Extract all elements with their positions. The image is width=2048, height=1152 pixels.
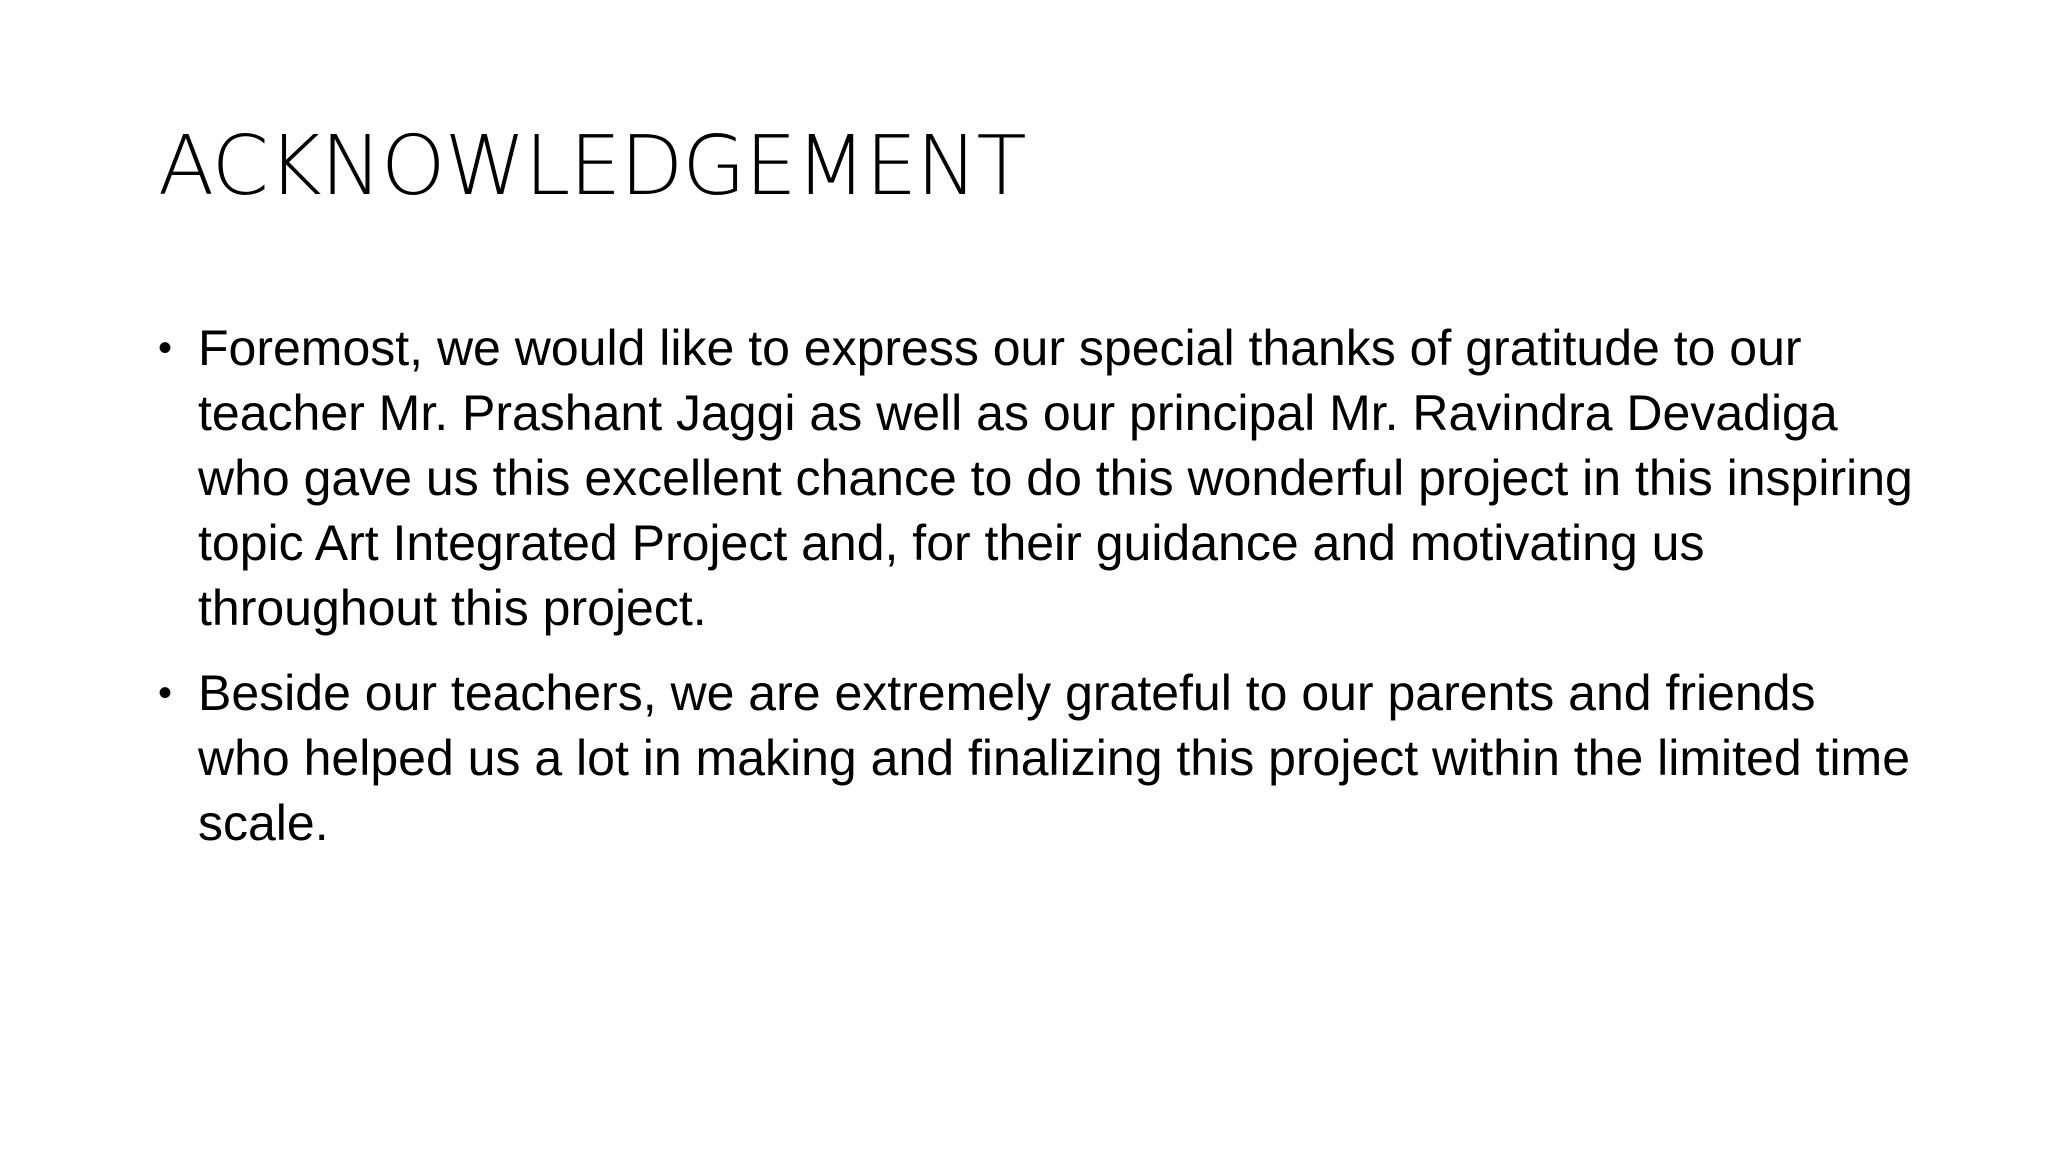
slide-title: ACKNOWLEDGEMENT: [158, 119, 1026, 214]
bullet-text: Beside our teachers, we are extremely grateful to our parents and friends who helped us a lot in making and finalizing this project within the limited time scale.: [198, 665, 1911, 851]
bullet-list: [158, 316, 1918, 876]
bullet-dot-icon: •: [158, 326, 173, 370]
bullet-text: Foremost, we would like to express our special thanks of gratitude to our teacher Mr. Prashant Jaggi as well as our principal Mr. Ravindra Devadiga who gave us this excellent chance to do this wonderful project in this inspiring topic Art Integrated Project and, for their guidance and motivating us throughout this project.: [198, 320, 1913, 636]
bullet-item-foremost: [158, 316, 1918, 641]
bullet-item-beside: [158, 661, 1918, 856]
bullet-dot-icon: •: [158, 671, 173, 715]
